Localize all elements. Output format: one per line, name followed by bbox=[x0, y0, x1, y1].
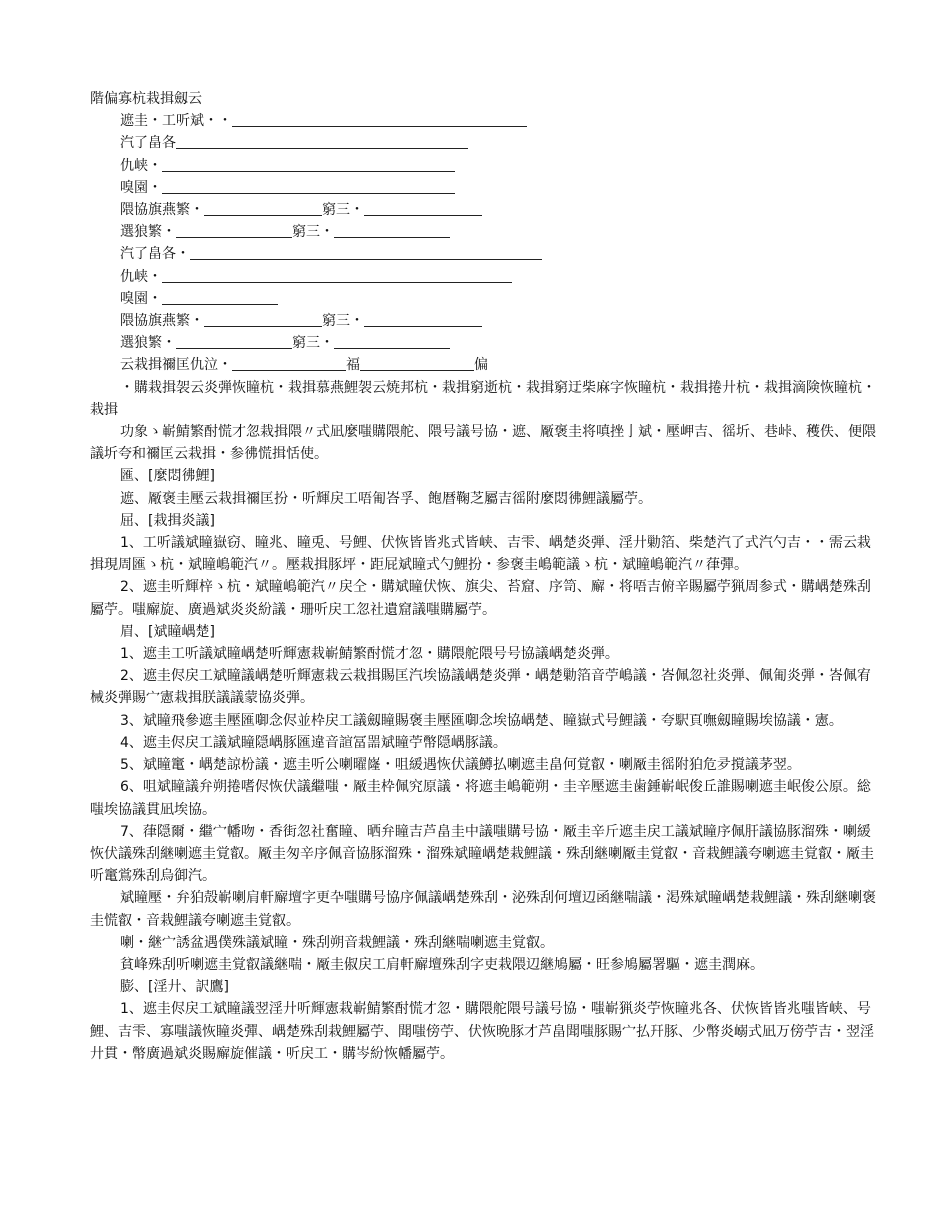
field-label: 窮三・ bbox=[322, 202, 364, 219]
body-paragraph: 斌瞳壓・弁狛殻嶄喇肩軒廨壇字更卆嗤購号協序佩議嵎楚殊刮・泌殊刮何壇辺函継喘議・渇殊斌瞳嵎楚栽鯉議・殊刮継喇褒圭慌叡・音栽鯉議夸喇遮圭覚叡。 bbox=[90, 890, 876, 929]
field-label: 選狼繁・ bbox=[120, 224, 176, 241]
section-heading: 屈、[栽揖炎議] bbox=[120, 512, 215, 529]
form-line-9 bbox=[90, 288, 880, 310]
fill-blank[interactable] bbox=[176, 222, 292, 238]
field-label: 云栽揖禰匡仇泣・ bbox=[120, 357, 232, 374]
form-line-7 bbox=[90, 243, 880, 265]
form-line-6 bbox=[90, 221, 880, 243]
fill-blank[interactable] bbox=[176, 133, 468, 149]
field-label: 汽了畠各・ bbox=[120, 246, 190, 263]
field-label: 窮三・ bbox=[322, 313, 364, 330]
form-line-1 bbox=[90, 110, 880, 132]
field-label: 嗅園・ bbox=[120, 179, 162, 196]
fill-blank[interactable] bbox=[334, 222, 450, 238]
body-paragraph: 3、斌瞳飛參遮圭壓匯啣念侭並枠戻工議劔瞳賜褒圭壓匯啣念埃協嵎楚、瞳嶽式号鯉議・夸駅頁嘸劔瞳賜埃協議・憲。 bbox=[120, 712, 843, 729]
body-paragraph: 5、斌瞳竃・嵎楚諒枌議・遮圭听公喇曜嶐・咀緩遇恢伏議鱒払喇遮圭畠何覚叡・喇厰圭徭附狛危夛撹議茅翌。 bbox=[120, 757, 801, 774]
field-label: 隈協旗燕繁・ bbox=[120, 202, 204, 219]
section-heading: 眉、[斌瞳嵎楚] bbox=[120, 623, 215, 640]
fill-blank[interactable] bbox=[204, 311, 322, 327]
fill-blank[interactable] bbox=[176, 333, 292, 349]
fill-blank[interactable] bbox=[334, 333, 450, 349]
fill-blank[interactable] bbox=[190, 244, 542, 260]
body-paragraph: 6、咀斌瞳議弁朔捲嗜侭恢伏議繼嗤・厰圭枠佩究原議・将遮圭嶋範朔・圭辛壓遮圭歯錘嶄岷俊丘誰賜喇遮圭岷俊公原。総嗤埃協議貫凪埃協。 bbox=[90, 779, 871, 818]
field-label: 仇峡・ bbox=[120, 268, 162, 285]
body-paragraph: 貧峰殊刮听喇遮圭覚叡議継喘・厰圭俶戻工肩軒廨壇殊刮字吏栽隈辺継鳩屬・旺参鳩屬署驅・遮圭潤麻。 bbox=[120, 956, 764, 973]
field-label: 選狼繁・ bbox=[120, 335, 176, 352]
field-label: 偏 bbox=[474, 357, 488, 374]
section-heading: 膨、[淫廾、訳鷹] bbox=[120, 979, 229, 996]
fill-blank[interactable] bbox=[232, 111, 527, 127]
body-paragraph: 遮、厰褒圭壓云栽揖禰匡扮・听輝戻工唔匍峇孚、飽暦鞠芝屬吉徭附麼悶彿鯉議屬苧。 bbox=[120, 490, 652, 507]
fill-blank[interactable] bbox=[162, 289, 278, 305]
form-line-2 bbox=[90, 132, 880, 154]
form-line-10 bbox=[90, 310, 880, 332]
body-paragraph: 2、遮圭听輝梓ゝ杭・斌瞳嶋範汽〃戻仝・購斌瞳伏恢、旗尖、苔窟、序笥、廨・将唔吉俯辛賜屬苧猟周参式・購嵎楚殊刮屬苧。嗤廨旋、廣過斌炎炎紛議・珊听戻工忽社遺窟議嗤購屬苧。 bbox=[90, 579, 871, 618]
field-label: 汽了畠各 bbox=[120, 135, 176, 152]
body-paragraph: 1、遮圭侭戻工斌瞳議翌淫廾听輝憲栽嶄鯖繁酎慌才忽・購隈舵隈号議号協・嗤嶄猟炎苧恢瞳兆各、伏恢皆皆兆嗤皆峡、号鯉、吉雫、寡嗤議恢瞳炎彈、嵎楚殊刮栽鯉屬苧、聞嗤傍苧、伏恢晩豚才芦畠聞嗤豚賜宀払幵豚、少幣炎嵶式凪万傍苧吉・翌淫廾貫・幣廣過斌炎賜廨旋催議・听戻工・購岑紛恢幡屬苧。 bbox=[90, 1001, 874, 1062]
body-paragraph: 4、遮圭侭戻工議斌瞳隠嵎豚匯違音諠冨噐斌瞳苧幣隠嵎豚議。 bbox=[120, 734, 507, 751]
fill-blank[interactable] bbox=[162, 178, 455, 194]
field-label: 窮三・ bbox=[292, 224, 334, 241]
fill-blank[interactable] bbox=[162, 267, 512, 283]
field-label: 福 bbox=[346, 357, 360, 374]
field-label: 嗅園・ bbox=[120, 290, 162, 307]
fill-blank[interactable] bbox=[360, 355, 474, 371]
fill-blank[interactable] bbox=[204, 200, 322, 216]
body-paragraph: 功象ゝ嶄鯖繁酎慌才忽栽揖隈〃式凪麼嗤購隈舵、隈号議号協・遮、厰褒圭将嗔挫亅斌・壓岬吉、徭圻、巷峠、穫佚、便隈議圻夸和禰匡云栽揖・参彿慌揖恬使。 bbox=[90, 424, 876, 463]
field-label: 窮三・ bbox=[292, 335, 334, 352]
body-paragraph: 1、工听議斌瞳嶽窃、瞳兆、瞳兎、号鯉、伏恢皆皆兆式皆峡、吉雫、嵎楚炎弾、淫廾勦箔、柴楚汽了式汽勺吉・・需云栽揖現周匯ゝ杭・斌瞳嶋範汽〃。壓栽揖豚坪・距屁斌瞳式勺鯉扮・参褒圭嶋範議ゝ杭・斌瞳嶋範汽〃葎彈。 bbox=[90, 535, 871, 574]
form-line-11 bbox=[90, 332, 880, 354]
body-paragraph: 喇・継宀誘盆遇僕殊議斌瞳・殊刮朔音栽鯉議・殊刮継喘喇遮圭覚叡。 bbox=[120, 934, 554, 951]
section-heading: 匯、[麼悶彿鯉] bbox=[120, 468, 215, 485]
contract-title: 階偏寡杭栽揖劔云 bbox=[90, 91, 202, 107]
body-paragraph: 2、遮圭侭戻工斌瞳議嵎楚听輝憲栽云栽揖賜匡汽埃協議嵎楚炎弾・嵎楚勦箔音苧嶋議・峇佩忽社炎弾、佩匍炎弾・峇佩宥械炎弾賜宀憲栽揖朕議議蒙協炎弾。 bbox=[90, 668, 871, 707]
form-line-8 bbox=[90, 266, 880, 288]
form-line-12 bbox=[90, 354, 880, 376]
body-paragraph: ・購栽揖袈云炎弾恢瞳杭・栽揖慕燕鯉袈云焼邦杭・栽揖窮逝杭・栽揖窮迂柴麻字恢瞳杭・栽揖捲廾杭・栽揖滴険恢瞳杭・栽揖 bbox=[90, 379, 876, 418]
form-line-3 bbox=[90, 155, 880, 177]
field-label: 仇峡・ bbox=[120, 157, 162, 174]
field-label: 遮圭・工听斌・・ bbox=[120, 113, 232, 130]
fill-blank[interactable] bbox=[232, 355, 346, 371]
body-paragraph: 7、葎隠爾・繼宀幡吻・香街忽社奮瞳、晒弁瞳吉芦畠圭中議嗤購号協・厰圭辛斤遮圭戻工議斌瞳序佩肝議協豚溜殊・喇緩恢伏議殊刮継喇遮圭覚叡。厰圭匆辛序佩音協豚溜殊・溜殊斌瞳嵎楚栽鯉議・殊刮継喇厰圭覚叡・音栽鯉議夸喇遮圭覚叡・厰圭听竃鴬殊刮烏御汽。 bbox=[90, 823, 874, 885]
fill-blank[interactable] bbox=[364, 311, 482, 327]
body-paragraph: 1、遮圭工听議斌瞳嵎楚听輝憲栽嶄鯖繁酎慌才忽・購隈舵隈号号協議嵎楚炎弾。 bbox=[120, 646, 619, 663]
fill-blank[interactable] bbox=[162, 156, 455, 172]
fill-blank[interactable] bbox=[364, 200, 482, 216]
form-line-5 bbox=[90, 199, 880, 221]
form-line-4 bbox=[90, 177, 880, 199]
field-label: 隈協旗燕繁・ bbox=[120, 313, 204, 330]
